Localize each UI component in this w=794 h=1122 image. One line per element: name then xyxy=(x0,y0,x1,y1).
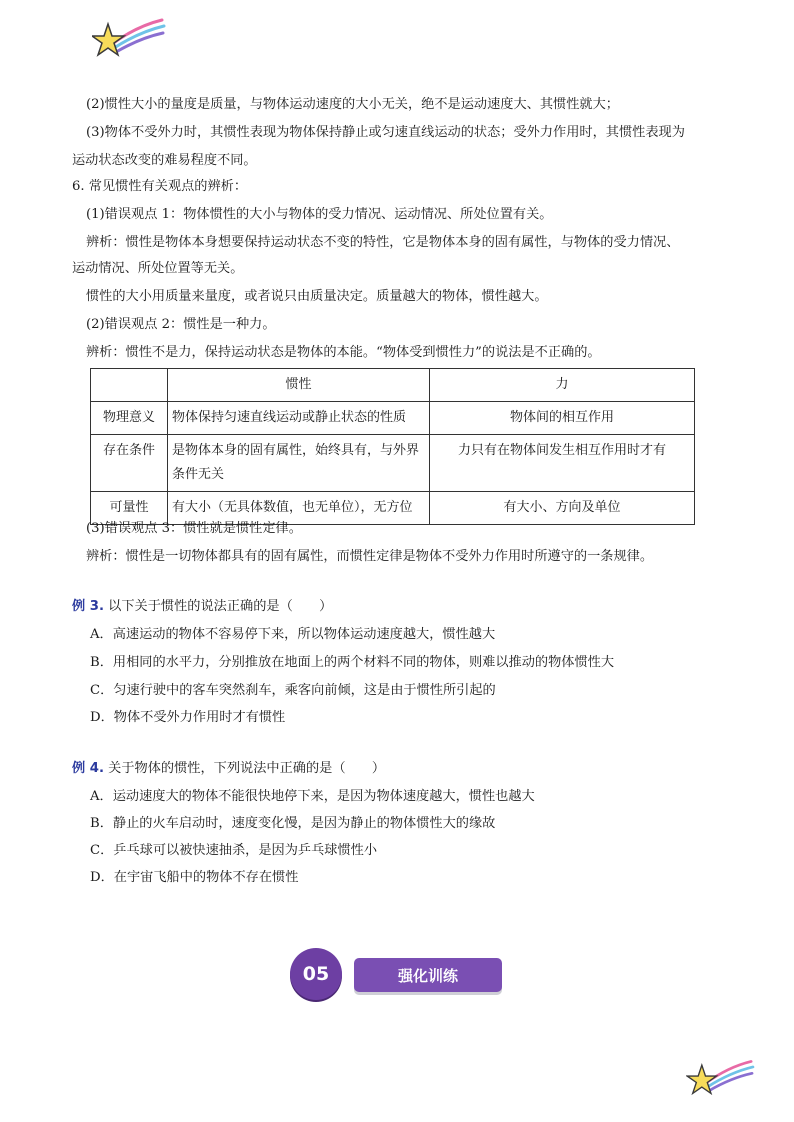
example-label: 例 4. xyxy=(72,761,104,776)
question-text: 以下关于惯性的说法正确的是（ ） xyxy=(108,599,333,614)
table-cell xyxy=(91,369,168,402)
text-line: (3)物体不受外力时，其惯性表现为物体保持静止或匀速直线运动的状态；受外力作用时，其惯性表现为 xyxy=(86,125,685,140)
section-heading: 6. 常见惯性有关观点的辨析： xyxy=(72,179,248,194)
table-cell: 有大小、方向及单位 xyxy=(430,492,695,525)
text-line: 辨析：惯性不是力，保持运动状态是物体的本能。“物体受到惯性力”的说法是不正确的。 xyxy=(86,345,601,360)
option-c: C．匀速行驶中的客车突然刹车，乘客向前倾，这是由于惯性所引起的 xyxy=(90,683,496,698)
option-a: A．运动速度大的物体不能很快地停下来，是因为物体速度越大，惯性也越大 xyxy=(90,789,535,804)
section-title: 强化训练 xyxy=(354,958,502,992)
text-line: (3)错误观点 3：惯性就是惯性定律。 xyxy=(86,521,302,536)
text-line: (1)错误观点 1：物体惯性的大小与物体的受力情况、运动情况、所处位置有关。 xyxy=(86,207,553,222)
example-label: 例 3. xyxy=(72,599,104,614)
table-cell: 物理意义 xyxy=(91,402,168,435)
example-4-stem xyxy=(72,760,385,778)
text-line: 运动状态改变的难易程度不同。 xyxy=(72,153,257,168)
table-cell: 有大小（无具体数值，也无单位），无方位 xyxy=(168,492,430,525)
text-line: (2)错误观点 2：惯性是一种力。 xyxy=(86,317,276,332)
table-cell: 存在条件 xyxy=(91,435,168,492)
table-cell: 可量性 xyxy=(91,492,168,525)
shooting-star-icon xyxy=(92,14,166,60)
option-d: D．物体不受外力作用时才有惯性 xyxy=(90,710,286,725)
option-b: B．静止的火车启动时，速度变化慢，是因为静止的物体惯性大的缘故 xyxy=(90,816,496,831)
table-row xyxy=(91,402,695,435)
option-b: B．用相同的水平力，分别推放在地面上的两个材料不同的物体，则难以推动的物体惯性大 xyxy=(90,655,614,670)
table-cell: 物体保持匀速直线运动或静止状态的性质 xyxy=(168,402,430,435)
table-cell: 力只有在物体间发生相互作用时才有 xyxy=(430,435,695,492)
section-number: 05 xyxy=(290,948,342,1000)
question-text: 关于物体的惯性，下列说法中正确的是（ ） xyxy=(108,761,386,776)
table-header: 惯性 xyxy=(168,369,430,402)
option-a: A．高速运动的物体不容易停下来，所以物体运动速度越大，惯性越大 xyxy=(90,627,496,642)
example-3-stem xyxy=(72,598,332,616)
text-line: 辨析：惯性是物体本身想要保持运动状态不变的特性，它是物体本身的固有属性，与物体的受力情况、 xyxy=(86,235,680,250)
comparison-table xyxy=(90,368,695,525)
text-line: (2)惯性大小的量度是质量，与物体运动速度的大小无关，绝不是运动速度大、其惯性就大； xyxy=(86,97,619,112)
option-d: D．在宇宙飞船中的物体不存在惯性 xyxy=(90,870,299,885)
shooting-star-icon xyxy=(686,1056,756,1098)
section-badge xyxy=(290,948,504,1000)
table-header: 力 xyxy=(430,369,695,402)
option-c: C．乒乓球可以被快速抽杀，是因为乒乓球惯性小 xyxy=(90,843,378,858)
table-row xyxy=(91,369,695,402)
table-cell: 物体间的相互作用 xyxy=(430,402,695,435)
table-cell: 是物体本身的固有属性，始终具有，与外界条件无关 xyxy=(168,435,430,492)
text-line: 辨析：惯性是一切物体都具有的固有属性，而惯性定律是物体不受外力作用时所遵守的一条规律。 xyxy=(86,549,654,564)
table-row xyxy=(91,435,695,492)
text-line: 惯性的大小用质量来量度，或者说只由质量决定。质量越大的物体，惯性越大。 xyxy=(86,289,548,304)
text-line: 运动情况、所处位置等无关。 xyxy=(72,261,244,276)
